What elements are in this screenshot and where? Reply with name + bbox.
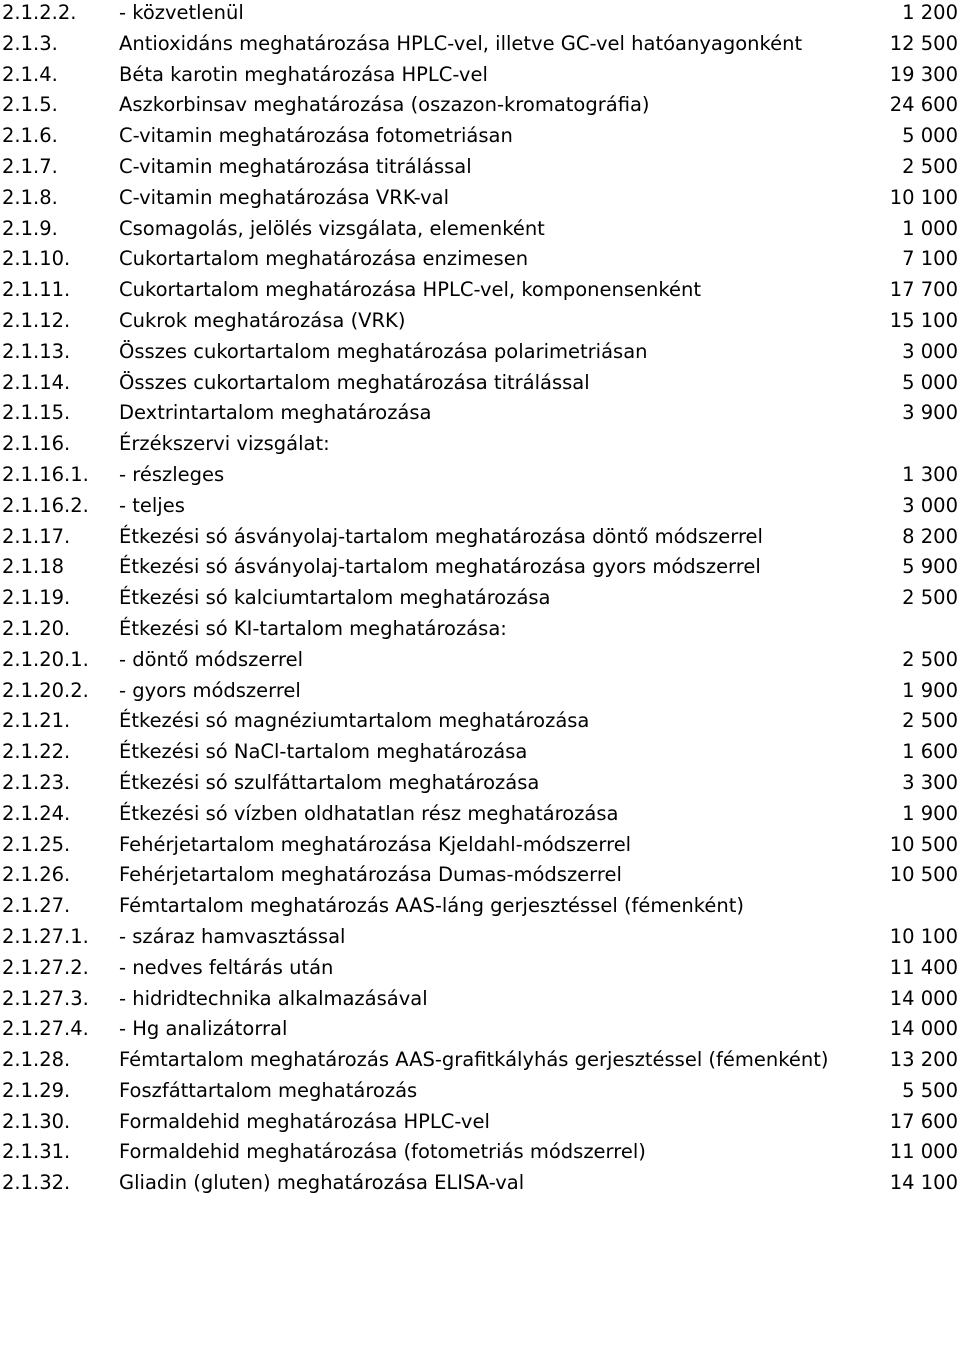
- item-code: 2.1.13.: [2, 339, 71, 363]
- item-price: 3 000: [902, 339, 958, 363]
- item-code: 2.1.5.: [2, 93, 58, 117]
- item-code: 2.1.2.2.: [2, 1, 77, 24]
- item-price: 5 000: [902, 124, 958, 148]
- item-description: Formaldehid meghatározása HPLC-vel: [119, 1109, 490, 1133]
- item-price: 1 200: [902, 1, 958, 24]
- item-description: Étkezési só ásványolaj-tartalom meghatározása döntő módszerrel: [119, 524, 763, 548]
- price-row: [0, 554, 960, 581]
- item-price: 2 500: [902, 586, 958, 610]
- price-row: [0, 1139, 960, 1166]
- item-description: - nedves feltárás után: [119, 955, 334, 979]
- item-code: 2.1.24.: [2, 801, 71, 825]
- item-description: Étkezési só magnéziumtartalom meghatározása: [119, 709, 590, 733]
- item-description: Csomagolás, jelölés vizsgálata, elemenként: [119, 216, 545, 240]
- item-code: 2.1.11.: [2, 278, 71, 302]
- price-row: [0, 616, 960, 643]
- item-description: Béta karotin meghatározása HPLC-vel: [119, 62, 488, 86]
- item-description: C-vitamin meghatározása fotometriásan: [119, 124, 513, 148]
- item-code: 2.1.7.: [2, 154, 58, 178]
- item-code: 2.1.27.: [2, 894, 71, 918]
- item-price: 3 900: [902, 401, 958, 425]
- item-price: 19 300: [889, 62, 958, 86]
- item-price: 1 900: [902, 678, 958, 702]
- item-description: - hidridtechnika alkalmazásával: [119, 986, 428, 1010]
- item-code: 2.1.19.: [2, 586, 71, 610]
- item-description: Összes cukortartalom meghatározása polarimetriásan: [119, 339, 648, 363]
- item-price: 5 900: [902, 555, 958, 579]
- item-code: 2.1.28.: [2, 1048, 71, 1072]
- item-description: - Hg analizátorral: [119, 1017, 288, 1041]
- item-code: 2.1.27.1.: [2, 924, 89, 948]
- item-code: 2.1.22.: [2, 740, 71, 764]
- item-code: 2.1.27.4.: [2, 1017, 89, 1041]
- item-code: 2.1.15.: [2, 401, 71, 425]
- item-price: 3 300: [902, 770, 958, 794]
- item-code: 2.1.23.: [2, 770, 71, 794]
- price-row: [0, 524, 960, 551]
- item-code: 2.1.26.: [2, 863, 71, 887]
- item-description: C-vitamin meghatározása titrálással: [119, 154, 472, 178]
- price-row: [0, 123, 960, 150]
- item-description: - részleges: [119, 462, 225, 486]
- item-code: 2.1.20.2.: [2, 678, 89, 702]
- item-price: 10 500: [889, 832, 958, 856]
- item-price: 11 400: [889, 955, 958, 979]
- item-code: 2.1.16.1.: [2, 462, 89, 486]
- item-price: 13 200: [889, 1048, 958, 1072]
- price-row: [0, 770, 960, 797]
- item-code: 2.1.14.: [2, 370, 71, 394]
- item-description: Dextrintartalom meghatározása: [119, 401, 432, 425]
- item-price: 15 100: [889, 308, 958, 332]
- item-code: 2.1.25.: [2, 832, 71, 856]
- item-code: 2.1.17.: [2, 524, 71, 548]
- item-price: 14 100: [889, 1171, 958, 1195]
- item-description: Gliadin (gluten) meghatározása ELISA-val: [119, 1171, 525, 1195]
- price-row: [0, 0, 960, 27]
- item-price: 1 300: [902, 462, 958, 486]
- price-row: [0, 678, 960, 705]
- price-row: [0, 1078, 960, 1105]
- price-row: [0, 462, 960, 489]
- item-description: - száraz hamvasztással: [119, 924, 346, 948]
- item-price: 1 900: [902, 801, 958, 825]
- item-description: Foszfáttartalom meghatározás: [119, 1078, 418, 1102]
- price-row: [0, 739, 960, 766]
- price-row: [0, 585, 960, 612]
- item-description: - közvetlenül: [119, 1, 244, 24]
- item-description: Fehérjetartalom meghatározása Kjeldahl-módszerrel: [119, 832, 632, 856]
- item-description: Cukortartalom meghatározása HPLC-vel, komponensenként: [119, 278, 701, 302]
- item-code: 2.1.16.2.: [2, 493, 89, 517]
- price-row: [0, 1109, 960, 1136]
- price-row: [0, 708, 960, 735]
- price-row: [0, 801, 960, 828]
- item-code: 2.1.29.: [2, 1078, 71, 1102]
- item-description: Cukortartalom meghatározása enzimesen: [119, 247, 529, 271]
- price-row: [0, 92, 960, 119]
- price-row: [0, 986, 960, 1013]
- item-description: Fémtartalom meghatározás AAS-grafitkályhás gerjesztéssel (fémenként): [119, 1048, 829, 1072]
- item-description: Fémtartalom meghatározás AAS-láng gerjesztéssel (fémenként): [119, 894, 744, 918]
- item-price: 14 000: [889, 1017, 958, 1041]
- item-description: Aszkorbinsav meghatározása (oszazon-kromatográfia): [119, 93, 650, 117]
- price-row: [0, 400, 960, 427]
- item-description: Összes cukortartalom meghatározása titrálással: [119, 370, 590, 394]
- item-price: 7 100: [902, 247, 958, 271]
- item-price: 5 500: [902, 1078, 958, 1102]
- price-row: [0, 893, 960, 920]
- price-row: [0, 185, 960, 212]
- item-code: 2.1.9.: [2, 216, 58, 240]
- item-code: 2.1.27.3.: [2, 986, 89, 1010]
- price-row: [0, 31, 960, 58]
- item-price: 1 600: [902, 740, 958, 764]
- item-price: 12 500: [889, 31, 958, 55]
- item-description: Cukrok meghatározása (VRK): [119, 308, 406, 332]
- item-description: C-vitamin meghatározása VRK-val: [119, 185, 449, 209]
- item-code: 2.1.10.: [2, 247, 71, 271]
- item-code: 2.1.18: [2, 555, 65, 579]
- item-price: 8 200: [902, 524, 958, 548]
- price-row: [0, 154, 960, 181]
- item-code: 2.1.3.: [2, 31, 58, 55]
- item-description: - teljes: [119, 493, 185, 517]
- item-code: 2.1.20.1.: [2, 647, 89, 671]
- item-description: Étkezési só KI-tartalom meghatározása:: [119, 616, 507, 640]
- item-code: 2.1.21.: [2, 709, 71, 733]
- price-row: [0, 431, 960, 458]
- price-row: [0, 277, 960, 304]
- item-price: 24 600: [889, 93, 958, 117]
- item-code: 2.1.27.2.: [2, 955, 89, 979]
- item-price: 10 500: [889, 863, 958, 887]
- price-row: [0, 1047, 960, 1074]
- item-price: 10 100: [889, 924, 958, 948]
- item-code: 2.1.32.: [2, 1171, 71, 1195]
- price-row: [0, 832, 960, 859]
- item-price: 11 000: [889, 1140, 958, 1164]
- item-description: Fehérjetartalom meghatározása Dumas-módszerrel: [119, 863, 622, 887]
- item-description: Étkezési só vízben oldhatatlan rész meghatározása: [119, 801, 619, 825]
- price-row: [0, 647, 960, 674]
- price-row: [0, 1170, 960, 1197]
- item-description: Érzékszervi vizsgálat:: [119, 432, 330, 456]
- price-row: [0, 339, 960, 366]
- price-row: [0, 246, 960, 273]
- item-price: 17 700: [889, 278, 958, 302]
- item-price: 5 000: [902, 370, 958, 394]
- item-price: 14 000: [889, 986, 958, 1010]
- price-row: [0, 1016, 960, 1043]
- price-row: [0, 62, 960, 89]
- item-price: 3 000: [902, 493, 958, 517]
- item-description: Formaldehid meghatározása (fotometriás módszerrel): [119, 1140, 646, 1164]
- price-row: [0, 308, 960, 335]
- item-code: 2.1.12.: [2, 308, 71, 332]
- price-row: [0, 493, 960, 520]
- item-description: Étkezési só ásványolaj-tartalom meghatározása gyors módszerrel: [119, 555, 761, 579]
- item-price: 2 500: [902, 709, 958, 733]
- item-description: - gyors módszerrel: [119, 678, 301, 702]
- price-row: [0, 370, 960, 397]
- item-code: 2.1.20.: [2, 616, 71, 640]
- price-row: [0, 216, 960, 243]
- price-row: [0, 862, 960, 889]
- item-price: 2 500: [902, 647, 958, 671]
- item-code: 2.1.31.: [2, 1140, 71, 1164]
- item-description: - döntő módszerrel: [119, 647, 304, 671]
- item-price: 2 500: [902, 154, 958, 178]
- item-price: 17 600: [889, 1109, 958, 1133]
- item-price: 10 100: [889, 185, 958, 209]
- item-code: 2.1.30.: [2, 1109, 71, 1133]
- item-description: Étkezési só NaCl-tartalom meghatározása: [119, 740, 528, 764]
- item-code: 2.1.16.: [2, 432, 71, 456]
- item-price: 1 000: [902, 216, 958, 240]
- item-description: Étkezési só kalciumtartalom meghatározása: [119, 586, 551, 610]
- item-code: 2.1.8.: [2, 185, 58, 209]
- price-row: [0, 955, 960, 982]
- item-description: Antioxidáns meghatározása HPLC-vel, illetve GC-vel hatóanyagonként: [119, 31, 803, 55]
- price-row: [0, 924, 960, 951]
- item-description: Étkezési só szulfáttartalom meghatározása: [119, 770, 540, 794]
- item-code: 2.1.4.: [2, 62, 58, 86]
- item-code: 2.1.6.: [2, 124, 58, 148]
